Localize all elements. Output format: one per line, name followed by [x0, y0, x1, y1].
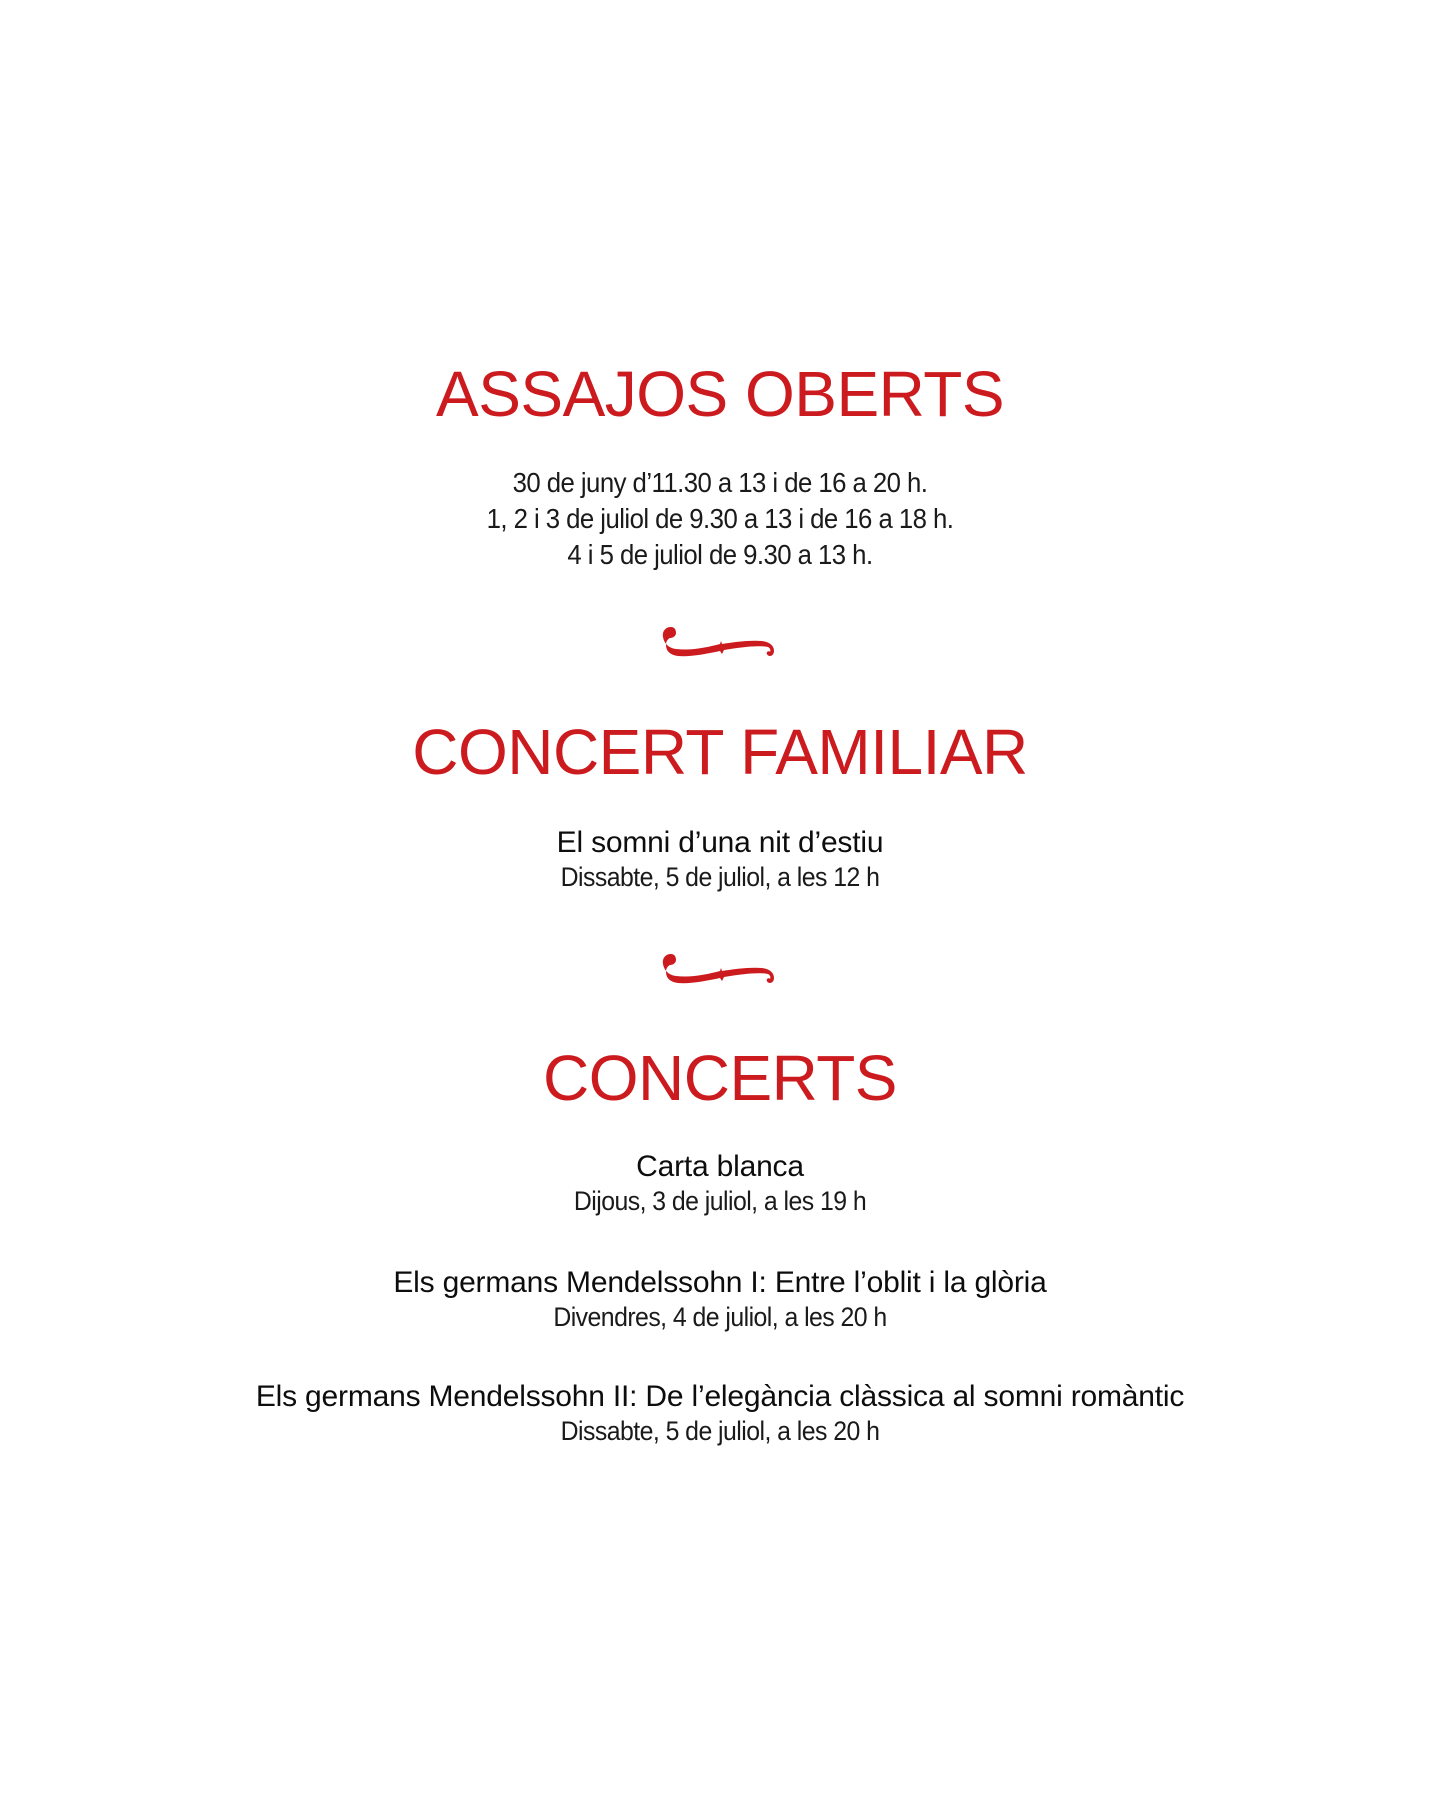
- violin-f-hole-ornament-icon: [662, 951, 782, 989]
- event-date: Dissabte, 5 de juliol, a les 20 h: [560, 1416, 880, 1446]
- heading-open-rehearsals: ASSAJOS OBERTS: [436, 358, 1004, 430]
- heading-concerts: CONCERTS: [543, 1042, 897, 1114]
- event-title: Els germans Mendelssohn II: De l’elegància clàssica al somni romàntic: [255, 1380, 1185, 1413]
- event-item: [0, 1380, 1440, 1448]
- event-date: Divendres, 4 de juliol, a les 20 h: [553, 1302, 887, 1332]
- event-item: [0, 1266, 1440, 1334]
- violin-f-hole-ornament-icon: [662, 624, 782, 662]
- heading-family-concert: CONCERT FAMILIAR: [412, 716, 1028, 788]
- schedule-line: 4 i 5 de juliol de 9.30 a 13 h.: [567, 539, 873, 570]
- open-rehearsals-schedule: [0, 465, 1440, 573]
- event-item: [0, 1150, 1440, 1218]
- event-title: Els germans Mendelssohn I: Entre l’oblit i la glòria: [393, 1266, 1047, 1299]
- event-title: Carta blanca: [636, 1150, 804, 1183]
- schedule-line: 30 de juny d’11.30 a 13 i de 16 a 20 h.: [512, 467, 928, 498]
- schedule-line: 1, 2 i 3 de juliol de 9.30 a 13 i de 16 a 18 h.: [486, 503, 954, 534]
- event-date: Dissabte, 5 de juliol, a les 12 h: [560, 862, 880, 892]
- event-date: Dijous, 3 de juliol, a les 19 h: [573, 1186, 867, 1216]
- event-title: El somni d’una nit d’estiu: [556, 826, 884, 859]
- event-item: [0, 826, 1440, 894]
